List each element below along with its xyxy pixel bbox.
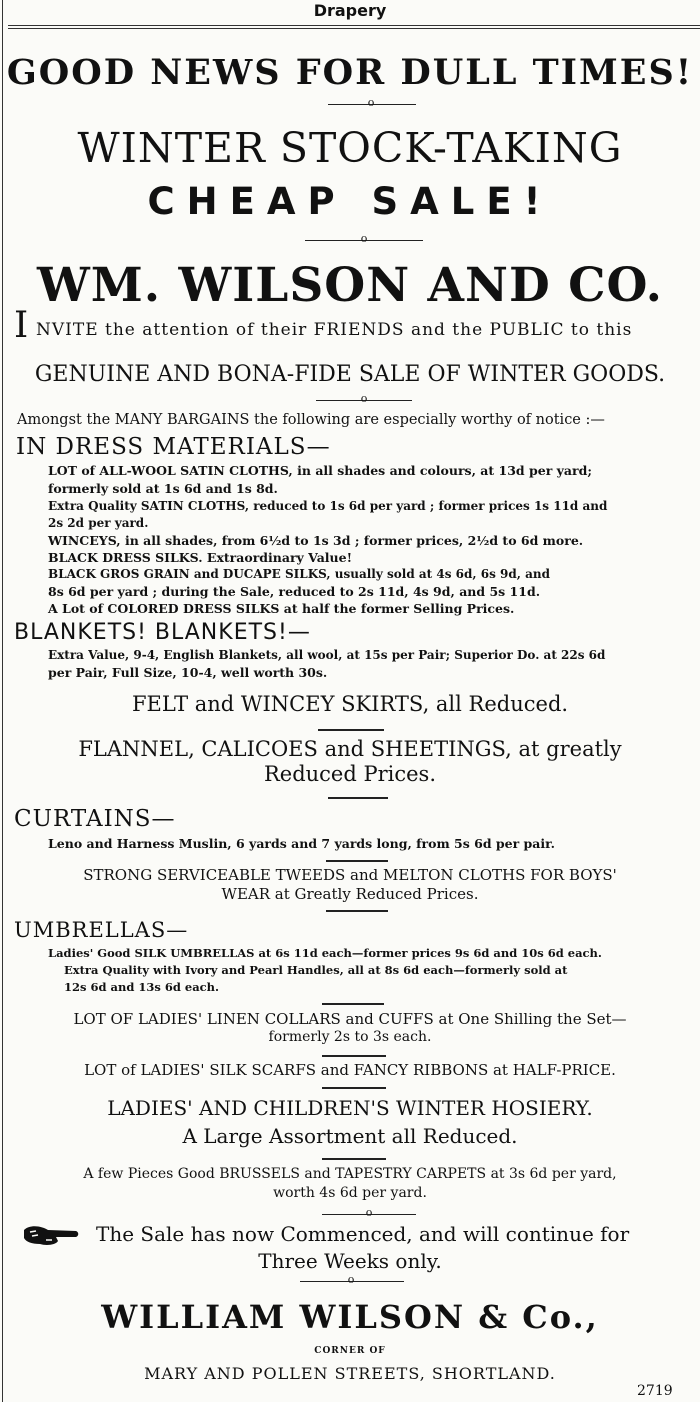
divider: [328, 797, 388, 799]
divider: [318, 729, 384, 731]
curtains-line: Leno and Harness Muslin, 6 yards and 7 yards long, from 5s 6d per pair.: [48, 836, 555, 851]
collars-line: formerly 2s to 3s each.: [268, 1029, 432, 1045]
carpets-line: A few Pieces Good BRUSSELS and TAPESTRY CARPETS at 3s 6d per yard,: [83, 1166, 617, 1182]
divider: [322, 1087, 386, 1089]
footer-corner-label: CORNER OF: [314, 1346, 386, 1356]
dress-item: BLACK GROS GRAIN and DUCAPE SILKS, usually sold at 4s 6d, 6s 9d, and: [48, 567, 551, 581]
footer-firm-name: WILLIAM WILSON & Co.,: [101, 1298, 599, 1336]
tweeds-line: STRONG SERVICEABLE TWEEDS and MELTON CLOTHS FOR BOYS': [83, 866, 617, 884]
divider: [322, 1055, 386, 1057]
tweeds-line: WEAR at Greatly Reduced Prices.: [221, 885, 479, 903]
blankets-line: per Pair, Full Size, 10-4, well worth 30s.: [48, 665, 328, 680]
blankets-heading: BLANKETS! BLANKETS!—: [14, 620, 311, 645]
invite-subline: GENUINE AND BONA-FIDE SALE OF WINTER GOODS.: [34, 362, 666, 387]
blankets-line: Extra Value, 9-4, English Blankets, all wool, at 15s per Pair; Superior Do. at 22s 6d: [48, 648, 606, 662]
scarfs-line: LOT of LADIES' SILK SCARFS and FANCY RIBBONS at HALF-PRICE.: [84, 1061, 616, 1079]
pointing-hand-icon: [22, 1222, 80, 1248]
hosiery-line: A Large Assortment all Reduced.: [182, 1124, 518, 1148]
carpets-line: worth 4s 6d per yard.: [273, 1185, 427, 1201]
ornament-o: o: [347, 1273, 355, 1286]
umbrellas-line: Extra Quality with Ivory and Pearl Handles, all at 8s 6d each—formerly sold at: [64, 963, 568, 977]
section-label: Drapery: [313, 1, 387, 20]
divider: [326, 860, 388, 862]
divider: [322, 1158, 386, 1160]
invite-text: NVITE the attention of their FRIENDS and the PUBLIC to this: [36, 320, 633, 340]
sale-heading: CHEAP SALE!: [147, 180, 553, 223]
dress-item: A Lot of COLORED DRESS SILKS at half the former Selling Prices.: [48, 601, 515, 616]
ad-number: 2719: [637, 1383, 673, 1399]
dress-heading: IN DRESS MATERIALS—: [16, 434, 331, 460]
dress-item: LOT of ALL-WOOL SATIN CLOTHS, in all shades and colours, at 13d per yard;: [48, 463, 592, 478]
notice-line: Three Weeks only.: [258, 1249, 442, 1273]
dress-item: 2s 2d per yard.: [48, 516, 149, 530]
firm-name: WM. WILSON AND CO.: [36, 258, 664, 313]
headline: GOOD NEWS FOR DULL TIMES!: [6, 52, 694, 93]
felt-line: FELT and WINCEY SKIRTS, all Reduced.: [131, 692, 569, 716]
dress-item: WINCEYS, in all shades, from 6½d to 1s 3d ; former prices, 2½d to 6d more.: [48, 533, 584, 548]
footer-address: MARY AND POLLEN STREETS, SHORTLAND.: [144, 1364, 556, 1383]
header-rule: [8, 25, 700, 26]
divider: [326, 910, 388, 912]
ornament-o: o: [360, 392, 368, 405]
flannel-line: Reduced Prices.: [263, 762, 437, 786]
notice-line: The Sale has now Commenced, and will continue for: [96, 1222, 630, 1246]
umbrellas-line: 12s 6d and 13s 6d each.: [64, 980, 220, 994]
subheadline: WINTER STOCK-TAKING: [77, 124, 623, 172]
flannel-line: FLANNEL, CALICOES and SHEETINGS, at greatly: [78, 737, 622, 761]
intro-line: Amongst the MANY BARGAINS the following are especially worthy of notice :—: [17, 412, 605, 428]
dress-item: BLACK DRESS SILKS. Extraordinary Value!: [48, 550, 353, 565]
hosiery-line: LADIES' AND CHILDREN'S WINTER HOSIERY.: [107, 1096, 593, 1120]
curtains-heading: CURTAINS—: [14, 806, 176, 832]
dress-item: Extra Quality SATIN CLOTHS, reduced to 1s 6d per yard ; former prices 1s 11d and: [48, 499, 608, 513]
ornament-o: o: [367, 96, 375, 109]
drop-cap: I: [14, 305, 29, 346]
umbrellas-heading: UMBRELLAS—: [14, 918, 189, 942]
umbrellas-line: Ladies' Good SILK UMBRELLAS at 6s 11d each—former prices 9s 6d and 10s 6d each.: [48, 946, 602, 960]
collars-line: LOT OF LADIES' LINEN COLLARS and CUFFS at One Shilling the Set—: [73, 1010, 627, 1028]
divider: [322, 1003, 384, 1005]
dress-item: formerly sold at 1s 6d and 1s 8d.: [48, 481, 278, 496]
ornament-o: o: [360, 232, 368, 245]
header-rule-double: [8, 28, 700, 29]
ornament-o: o: [365, 1206, 373, 1219]
dress-item: 8s 6d per yard ; during the Sale, reduced to 2s 11d, 4s 9d, and 5s 11d.: [48, 584, 541, 599]
invite-line: [36, 320, 694, 340]
